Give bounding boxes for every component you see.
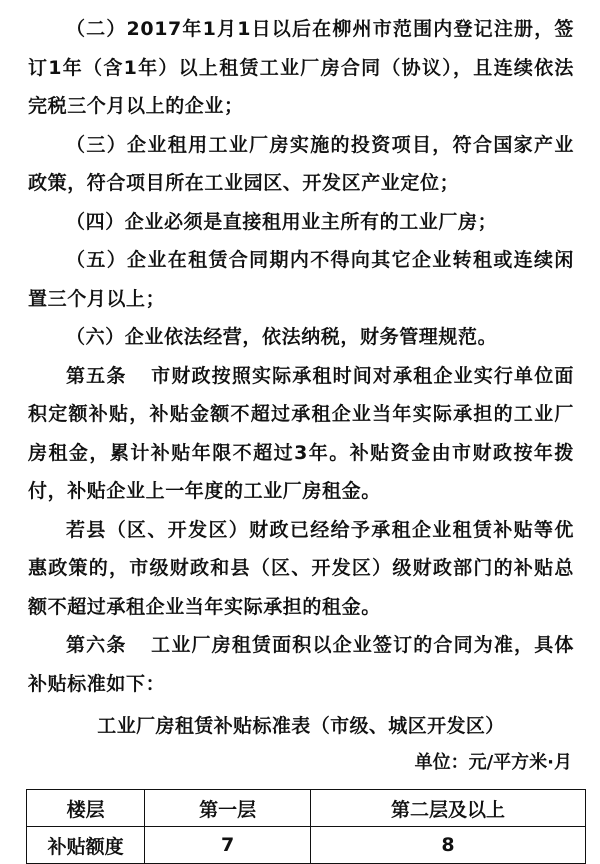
article-6-title: 第六条 bbox=[66, 634, 127, 656]
article-5-body: 市财政按照实际承租时间对承租企业实行单位面积定额补贴，补贴金额不超过承租企业当年实际承担的工业厂房租金，累计补贴年限不超过3年。补贴资金由市财政按年拨付，补贴企业上一年度的工业厂房租金。 bbox=[28, 364, 574, 502]
article-5-title: 第五条 bbox=[66, 364, 127, 387]
row-label-subsidy-amount: 补贴额度 bbox=[27, 827, 145, 864]
header-first-floor: 第一层 bbox=[145, 790, 311, 827]
clause-4: （四）企业必须是直接租用业主所有的工业厂房； bbox=[66, 210, 498, 233]
article-5 bbox=[28, 357, 574, 511]
article-5-paragraph-2: 若县（区、开发区）财政已经给予承租企业租赁补贴等优惠政策的，市级财政和县（区、开发区）级财政部门的补贴总额不超过承租企业当年实际承担的租金。 bbox=[28, 518, 574, 618]
table-unit: 单位：元/平方米·月 bbox=[414, 752, 572, 773]
table-header-row bbox=[27, 790, 586, 827]
article-6-body: 工业厂房租赁面积以企业签订的合同为准，具体补贴标准如下： bbox=[28, 634, 574, 695]
header-floor: 楼层 bbox=[27, 790, 145, 827]
header-second-floor-and-above: 第二层及以上 bbox=[311, 790, 586, 827]
clause-3: （三）企业租用工业厂房实施的投资项目，符合国家产业政策，符合项目所在工业园区、开发区产业定位； bbox=[28, 133, 574, 194]
table-caption: 工业厂房租赁补贴标准表（市级、城区开发区） bbox=[97, 715, 505, 737]
value-first-floor: 7 bbox=[145, 827, 311, 864]
clause-6: （六）企业依法经营，依法纳税，财务管理规范。 bbox=[66, 326, 498, 348]
clause-5: （五）企业在租赁合同期内不得向其它企业转租或连续闲置三个月以上； bbox=[28, 249, 574, 310]
clause-2: （二）2017年1月1日以后在柳州市范围内登记注册，签订1年（含1年）以上租赁工业厂房合同（协议），且连续依法完税三个月以上的企业； bbox=[28, 18, 574, 117]
subsidy-table bbox=[26, 789, 586, 864]
value-second-floor-and-above: 8 bbox=[311, 827, 586, 864]
article-6 bbox=[28, 626, 574, 703]
